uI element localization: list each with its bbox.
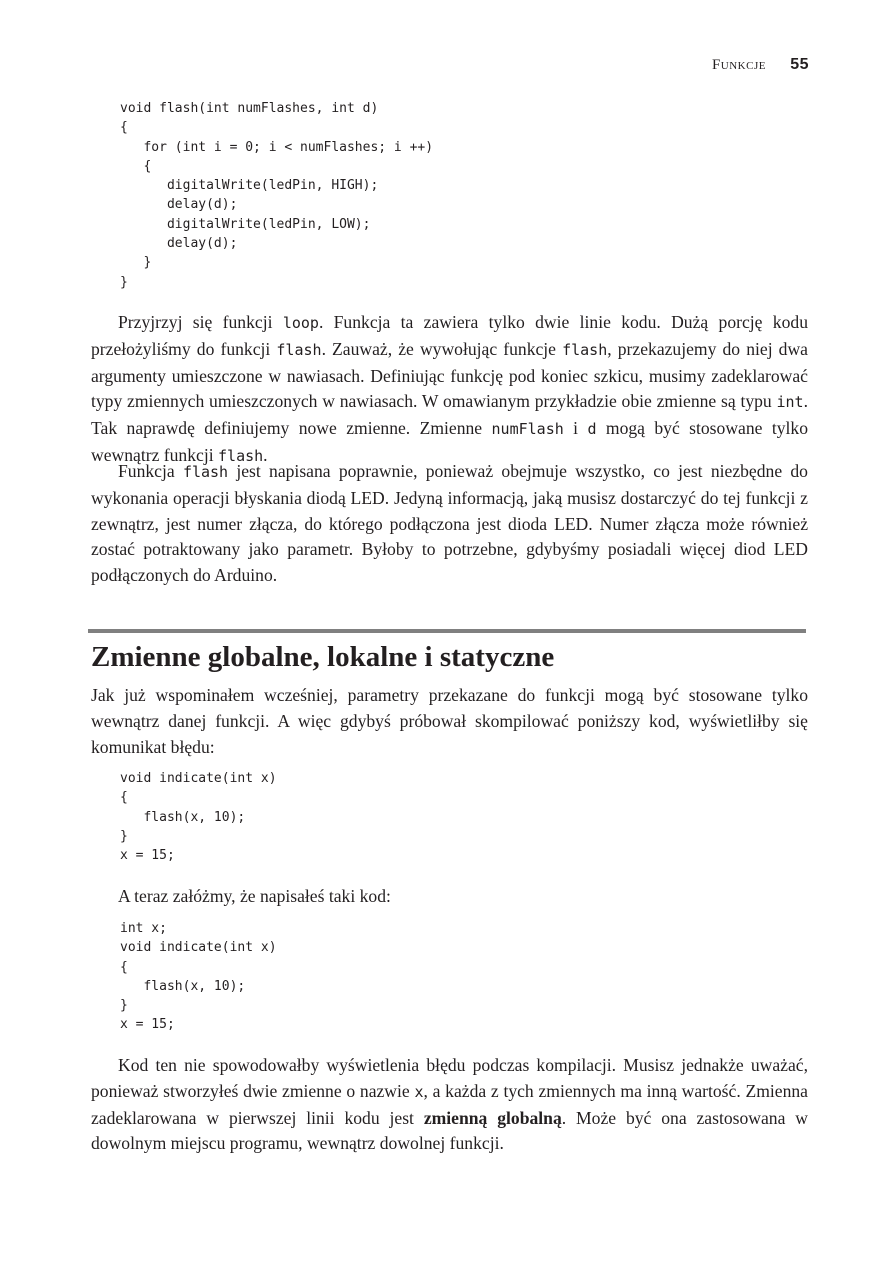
inline-code: d bbox=[587, 420, 597, 439]
inline-code: flash bbox=[182, 463, 229, 481]
paragraph-next-code: A teraz załóżmy, że napisałeś taki kod: bbox=[118, 886, 391, 906]
section-rule bbox=[88, 629, 806, 633]
section-title: Zmienne globalne, lokalne i statyczne bbox=[91, 641, 555, 673]
paragraph-loop-explanation: Przyjrzyj się funkcji loop. Funkcja ta zawiera tylko dwie linie kodu. Dużą porcję kodu przełożyliśmy do funkcji flash. Zauważ, że wywołując funkcje flash, przekazujemy do niej dwa argumenty umieszczone w nawiasach. Definiując funkcję pod koniec szkicu, musimy zadeklarować typy zmiennych umieszczonych w nawiasach. W omawianym przykładzie obie zmienne są typu int. Tak naprawdę definiujemy nowe zmienne. Zmienne numFlash i d mogą być stosowane tylko wewnątrz funkcji flash. bbox=[91, 312, 809, 465]
inline-code: flash bbox=[218, 446, 264, 465]
code-block-indicate-global: int x; void indicate(int x) { flash(x, 10); } x = 15; bbox=[120, 921, 277, 1033]
paragraph-global-variable: Kod ten nie spowodowałby wyświetlenia błędu podczas kompilacji. Musisz jednakże uważać, ponieważ stworzyłeś dwie zmienne o nazwie x, a każda z tych zmiennych ma inną wartość. Zmienna zadeklarowana w pierwszej linii kodu jest zmienną globalną. Może być ona zastosowana w dowolnym miejscu programu, wewnątrz dowolnej funkcji. bbox=[91, 1055, 808, 1154]
paragraph-flash-function: Funkcja flash jest napisana poprawnie, ponieważ obejmuje wszystko, co jest niezbędne do wykonania operacji błyskania diodą LED. Jedyną informacją, jaką musisz dostarczyć do tej funkcji z zewnątrz, jest numer złącza, do którego podłączona jest dioda LED. Numer złącza może również zostać potraktowany jako parametr. Byłoby to potrzebne, gdybyśmy posiadali więcej diod LED podłączonych do Arduino. bbox=[91, 461, 808, 586]
inline-code: numFlash bbox=[491, 420, 564, 439]
paragraph-parameters: Jak już wspominałem wcześniej, parametry przekazane do funkcji mogą być stosowane tylko wewnątrz danej funkcji. A więc gdybyś próbował skompilować poniższy kod, wyświetliłby się komunikat błędu: bbox=[91, 685, 808, 757]
code-block-indicate-error: void indicate(int x) { flash(x, 10); } x = 15; bbox=[120, 771, 277, 864]
inline-code: int bbox=[776, 393, 804, 412]
code-block-flash: void flash(int numFlashes, int d) { for (int i = 0; i < numFlashes; i ++) { digitalWrite(ledPin, HIGH); delay(d); digitalWrite(ledPin, LOW); delay(d); } } bbox=[120, 101, 434, 290]
inline-code: flash bbox=[276, 340, 322, 359]
chapter-title: Funkcje bbox=[711, 57, 766, 73]
inline-code: flash bbox=[562, 340, 608, 359]
inline-code: loop bbox=[282, 314, 319, 332]
inline-code: x bbox=[414, 1082, 424, 1101]
running-head bbox=[712, 56, 809, 74]
bold-term: zmienną globalną bbox=[423, 1107, 562, 1128]
page-number: 55 bbox=[790, 56, 809, 73]
